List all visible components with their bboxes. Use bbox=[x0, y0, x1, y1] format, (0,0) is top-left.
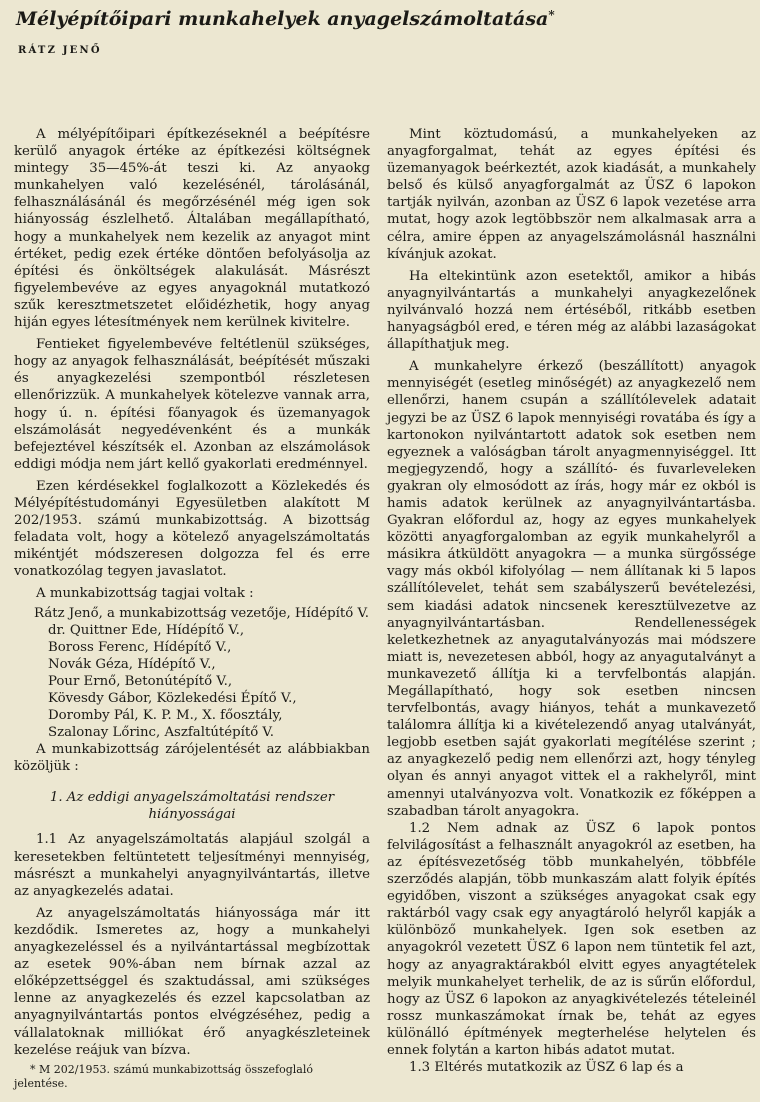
paragraph: Ha eltekintünk azon esetektől, amikor a hibás anyagnyilvántartás a munkahelyi anyagkezelőnek nyilvánvaló hozzá nem értéséből, ritkább esetben hanyagságból ered, e téren még az alábbi lazaságokat állapíthatjuk meg. bbox=[387, 268, 756, 353]
committee-member: dr. Quittner Ede, Hídépítő V., bbox=[48, 622, 245, 638]
footnote: * M 202/1953. számú munkabizottság összefoglaló jelentése. bbox=[14, 1063, 314, 1090]
footnote-mark: * bbox=[548, 8, 555, 22]
author-name: RÁTZ JENŐ bbox=[18, 45, 102, 56]
paragraph: A munkabizottság zárójelentését az alábbiakban közöljük : bbox=[14, 742, 370, 775]
committee-member: Novák Géza, Hídépítő V., bbox=[48, 656, 216, 672]
committee-member: Doromby Pál, K. P. M., X. főosztály, bbox=[48, 708, 283, 724]
paragraph: A munkabizottság tagjai voltak : bbox=[36, 586, 254, 602]
paragraph: A munkahelyre érkező (beszállított) anyagok mennyiségét (esetleg minőségét) az anyagkezelő nem ellenőrzi, hanem csupán a szállítólevelek adatait jegyzi be az ÜSZ 6 lapok mennyiségi rovatába és így a kartonokon nyilvántartott adatok sok esetben nem egyeznek a valóságban tárolt anyagmennyiséggel. Itt megjegyzendő, hogy a szállító- és fuvarleveleken gyakran oly elmosódott az írás, hogy már ez okból is hamis adatok kerülnek az anyagnyilvántartásba. Gyakran előfordul az, hogy az egyes munkahelyek közötti anyagforgalomban az egyik munkahelyről a másikra átküldött anyagokra — a munka sürgőssége vagy más okból kifolyólag — nem állítanak ki 5 lapos szállítólevelet, tehát sem szabályszerű bevételezési, sem kiadási adatok nincsenek keresztülvezetve az anyagnyilvántartásban. Rendellenességek keletkezhetnek az anyagutalványozás mai módszere miatt is, nevezetesen abból, hogy az anyagutalványt a munkavezető állítja ki a tervfelbontás alapján. Megállapítható, hogy sok esetben nincsen tervfelbontás, avagy hiányos, tehát a munkavezető találomra állítja ki a kivételezendő anyag utalványát, legjobb esetben saját gyakorlati megítélése szerint ; az anyagkezelő pedig nem ellenőrzi azt, hogy tényleg olyan és annyi anyagot vittek el a rakhelyről, mint amennyi utalványozva volt. Vonatkozik ez főképpen a szabadban tárolt anyagokra. bbox=[387, 359, 756, 819]
committee-member: Rátz Jenő, a munkabizottság vezetője, Hídépítő V. bbox=[34, 605, 369, 621]
committee-member: Boross Ferenc, Hídépítő V., bbox=[48, 639, 232, 655]
paragraph: 1.3 Eltérés mutatkozik az ÜSZ 6 lap és a bbox=[409, 1060, 684, 1076]
paragraph: Ezen kérdésekkel foglalkozott a Közlekedés és Mélyépítéstudományi Egyesületben alakított M 202/1953. számú munkabizottság. A bizottság feladata volt, hogy a kötelező anyagelszámoltatás mikéntjét módszeresen dolgozza fel és erre vonatkozólag tegyen javaslatot. bbox=[14, 478, 370, 580]
paragraph: 1.1 Az anyagelszámoltatás alapjául szolgál a keresetekben feltüntetett teljesítményi mennyiség, másrészt a munkahelyi anyagnyilvántartás, illetve az anyagkezelés adatai. bbox=[14, 832, 370, 899]
article-title: Mélyépítőipari munkahelyek anyagelszámoltatása* bbox=[16, 8, 555, 30]
committee-member: Pour Ernő, Betonútépítő V., bbox=[48, 673, 233, 689]
paragraph: Fentieket figyelembevéve feltétlenül szükséges, hogy az anyagok felhasználását, beépítését műszaki és anyagkezelési szempontból részletesen ellenőrizzük. A munkahelyek kötelezve vannak arra, hogy ú. n. építési főanyagok és üzemanyagok elszámolását negyedévenként és a munkák befejeztével készítsék el. Azonban az elszámolások eddigi módja nem járt kellő gyakorlati eredménnyel. bbox=[14, 337, 370, 472]
paragraph: 1.2 Nem adnak az ÜSZ 6 lapok pontos felvilágosítást a felhasznált anyagokról az esetben, ha az építésvezetőség több munkahelyén, többféle szerződés alapján, több munkaszám alatt folyik építés egyidőben, viszont a szükséges anyagokat csak egy raktárból vagy csak egy anyagtároló helyről kapják a különböző munkahelyek. Igen sok esetben az anyagokról vezetett ÜSZ 6 lapon nem tüntetik fel azt, hogy az anyagraktárakból elvitt egyes anyagtételek melyik munkahelyet terhelik, de az is sűrűn előfordul, hogy az ÜSZ 6 lapokon az anyagkivételezés tételeinél rossz munkaszámokat írnak be, tehát az egyes különálló építmények megterhelése helytelen és ennek folytán a karton hibás adatot mutat. bbox=[387, 820, 756, 1058]
paragraph: Mint köztudomású, a munkahelyeken az anyagforgalmat, tehát az egyes építési és üzemanyagok beérkeztét, azok kiadását, a munkahely belső és külső anyagforgalmát az ÜSZ 6 lapokon tartják nyilván, azonban az ÜSZ 6 lapok vezetése arra mutat, hogy azok legtöbbször nem alkalmasak arra a célra, amire éppen az anyagelszámolásnál használni kívánjuk azokat. bbox=[387, 127, 756, 262]
committee-member: Kövesdy Gábor, Közlekedési Építő V., bbox=[48, 691, 297, 706]
paragraph: A mélyépítőipari építkezéseknél a beépítésre kerülő anyagok értéke az építkezési költségnek mintegy 35—45%-át teszi ki. Az anyaokg munkahelyen való kezelésénél, tárolásánál, felhasználásánál és megőrzésénél még igen sok hiányosság észlelhető. Általában megállapítható, hogy a munkahelyek nem kezelik az anyagot mint értéket, pedig ezek értéke döntően befolyásolja az építési és önköltségek alakulását. Másrészt figyelembevéve az egyes anyagoknál mutatkozó szűk keresztmetszetet előidézhetik, hogy anyag hiján egyes létesítmények nem kerülnek kivitelre. bbox=[14, 127, 370, 331]
left-column bbox=[14, 126, 370, 1059]
section-heading: 1. Az eddigi anyagelszámoltatási rendszer hiányosságai bbox=[49, 790, 335, 823]
paragraph: Az anyagelszámoltatás hiányossága már itt kezdődik. Ismeretes az, hogy a munkahelyi anyagkezeléssel és a nyilvántartással megbízottak az esetek 90%-ában nem bírnak azzal az előképzettséggel és szaktudással, ami szükséges lenne az anyagkezelés és ezzel kapcsolatban az anyagnyilvántartás pontos elvégzéséhez, pedig a vállalatoknak milliókat érő anyagkészleteinek kezelése reájuk van bízva. bbox=[14, 905, 370, 1058]
committee-member-list bbox=[14, 605, 370, 742]
right-column bbox=[387, 126, 756, 1076]
committee-member: Szalonay Lőrinc, Aszfaltútépítő V. bbox=[48, 725, 274, 741]
